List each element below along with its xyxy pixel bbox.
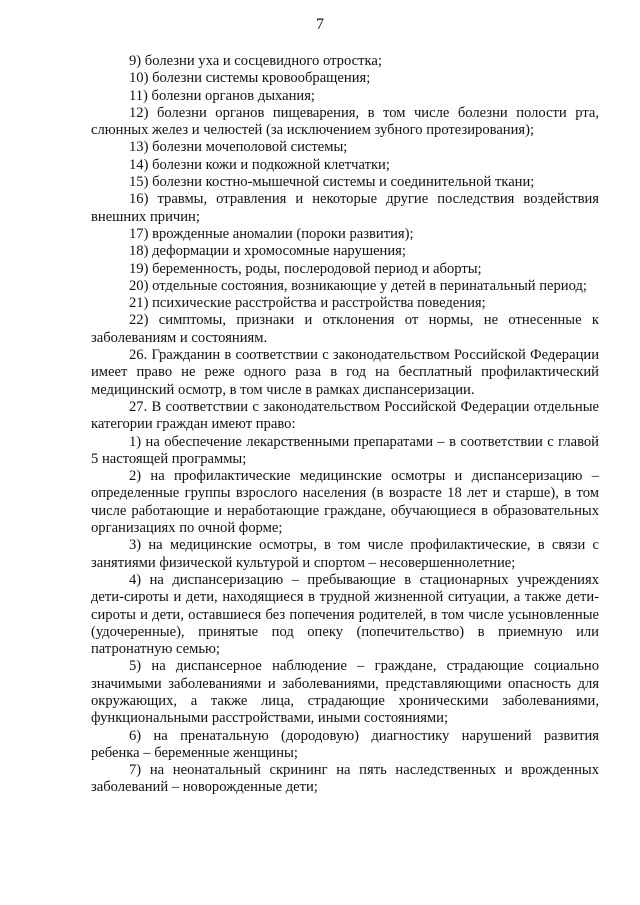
list-item-17: 17) врожденные аномалии (пороки развития); [129,225,414,242]
list-item-12: 12) болезни органов пищеварения, в том числе болезни полости рта, слюнных желез и челюстей (за исключением зубного протезирования); [91,104,599,139]
list-item-9: 9) болезни уха и сосцевидного отростка; [129,53,382,69]
right-item-6: 6) на пренатальную (дородовую) диагностику нарушений развития ребенка – беременные женщины; [91,727,599,761]
list-item-18: 18) деформации и хромосомные нарушения; [129,243,406,260]
page-number: 7 [316,16,324,33]
list-item-21: 21) психические расстройства и расстройства поведения; [129,295,486,312]
section-26: 26. Гражданин в соответствии с законодательством Российской Федерации имеет право не реже одного раза в год на бесплатный профилактический медицинский осмотр, в том числе в рамках диспансеризации. [91,347,599,398]
list-item-22: 22) симптомы, признаки и отклонения от нормы, не отнесенные к заболеваниям и состояниям. [91,312,599,346]
list-item-19: 19) беременность, роды, послеродовой период и аборты; [129,260,482,277]
right-item-5: 5) на диспансерное наблюдение – граждане, страдающие социально значимыми заболеваниями и заболеваниями, представляющими опасность для окружающих, а также лица, страдающие хроническими заболеваниями, функциональными расстройствами, иными состояниями; [91,658,599,727]
document-body [91,53,599,797]
right-item-2: 2) на профилактические медицинские осмотры и диспансеризацию – определенные группы взрослого населения (в возрасте 18 лет и старше), в том числе работающие и неработающие граждане, обучающиеся в образовательных организациях по очной форме; [91,468,599,537]
list-item-10: 10) болезни системы кровообращения; [129,70,371,87]
list-item-15: 15) болезни костно-мышечной системы и соединительной ткани; [129,174,535,191]
right-item-4: 4) на диспансеризацию – пребывающие в стационарных учреждениях дети-сироты и дети, находящиеся в трудной жизненной ситуации, а также дети-сироты и дети, оставшиеся без попечения родителей, в том числе усыновленные (удочеренные), принятые под опеку (попечительство) в приемную или патронатную семью; [91,571,599,658]
list-item-14: 14) болезни кожи и подкожной клетчатки; [129,156,390,173]
right-item-3: 3) на медицинские осмотры, в том числе профилактические, в связи с занятиями физической культурой и спортом – несовершеннолетние; [91,537,599,571]
list-item-20: 20) отдельные состояния, возникающие у детей в перинатальный период; [129,277,587,294]
list-item-11: 11) болезни органов дыхания; [129,87,315,104]
right-item-1: 1) на обеспечение лекарственными препаратами – в соответствии с главой 5 настоящей программы; [91,433,599,467]
list-item-16: 16) травмы, отравления и некоторые другие последствия воздействия внешних причин; [91,191,599,225]
list-item-13: 13) болезни мочеполовой системы; [129,139,348,156]
right-item-7: 7) на неонатальный скрининг на пять наследственных и врожденных заболеваний – новорожденные дети; [91,762,599,796]
section-27: 27. В соответствии с законодательством Российской Федерации отдельные категории граждан имеют право: [91,398,599,433]
